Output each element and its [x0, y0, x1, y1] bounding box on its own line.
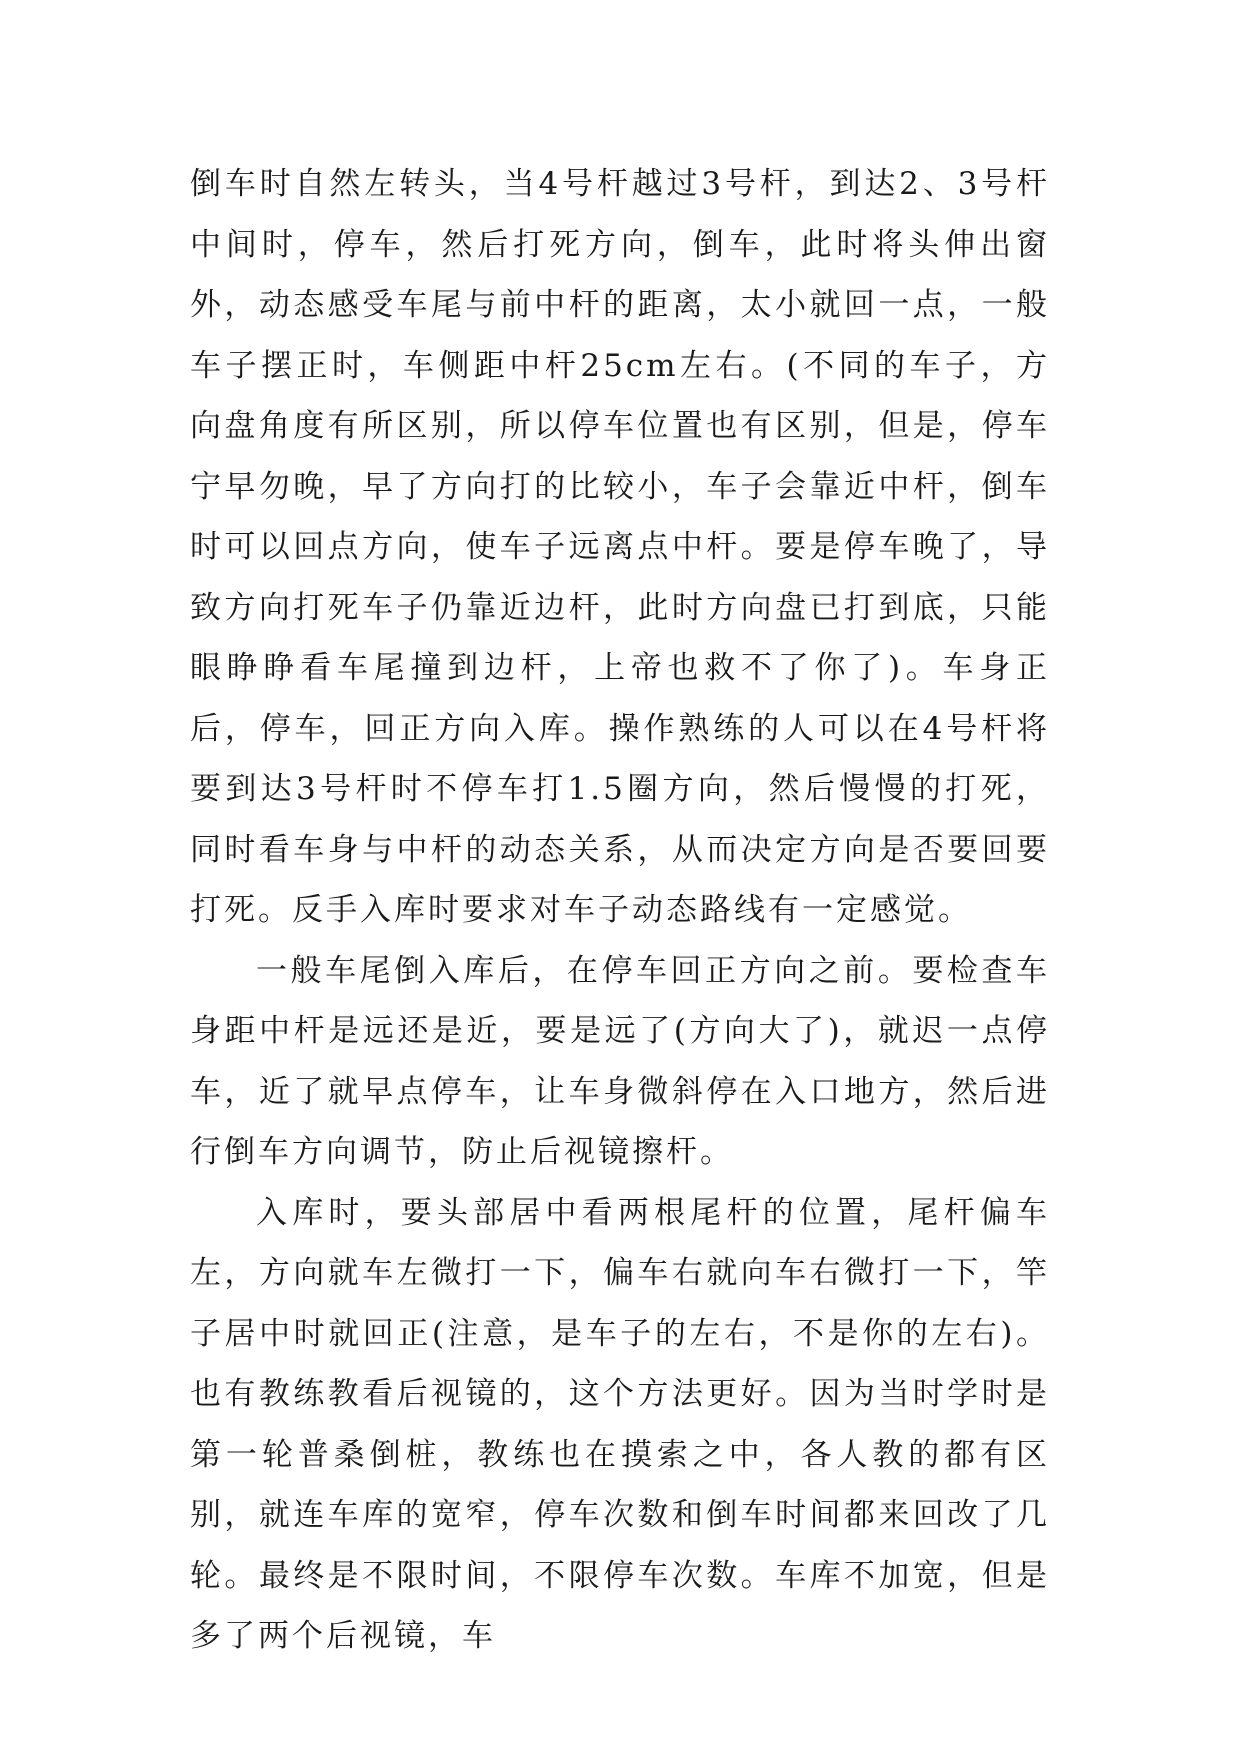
paragraph-1: 倒车时自然左转头，当4号杆越过3号杆，到达2、3号杆中间时，停车，然后打死方向，倒车，此时将头伸出窗外，动态感受车尾与前中杆的距离，太小就回一点，一般车子摆正时，车侧距中杆25cm左右。(不同的车子，方向盘角度有所区别，所以停车位置也有区别，但是，停车宁早勿晚，早了方向打的比较小，车子会靠近中杆，倒车时可以回点方向，使车子远离点中杆。要是停车晚了，导致方向打死车子仍靠近边杆，此时方向盘已打到底，只能眼睁睁看车尾撞到边杆，上帝也救不了你了)。车身正后，停车，回正方向入库。操作熟练的人可以在4号杆将要到达3号杆时不停车打1.5圈方向，然后慢慢的打死，同时看车身与中杆的动态关系，从而决定方向是否要回要打死。反手入库时要求对车子动态路线有一定感觉。 [190, 166, 1050, 928]
paragraph-3: 入库时，要头部居中看两根尾杆的位置，尾杆偏车左，方向就车左微打一下，偏车右就向车右微打一下，竿子居中时就回正(注意，是车子的左右，不是你的左右)。也有教练教看后视镜的，这个方法更好。因为当时学时是第一轮普桑倒桩，教练也在摸索之中，各人教的都有区别，就连车库的宽窄，停车次数和倒车时间都来回改了几轮。最终是不限时间，不限停车次数。车库不加宽，但是多了两个后视镜，车 [190, 1194, 1050, 1654]
paragraph-2: 一般车尾倒入库后，在停车回正方向之前。要检查车身距中杆是远还是近，要是远了(方向大了)，就迟一点停车，近了就早点停车，让车身微斜停在入口地方，然后进行倒车方向调节，防止后视镜擦杆。 [190, 952, 1050, 1170]
document-body [190, 154, 1050, 1667]
